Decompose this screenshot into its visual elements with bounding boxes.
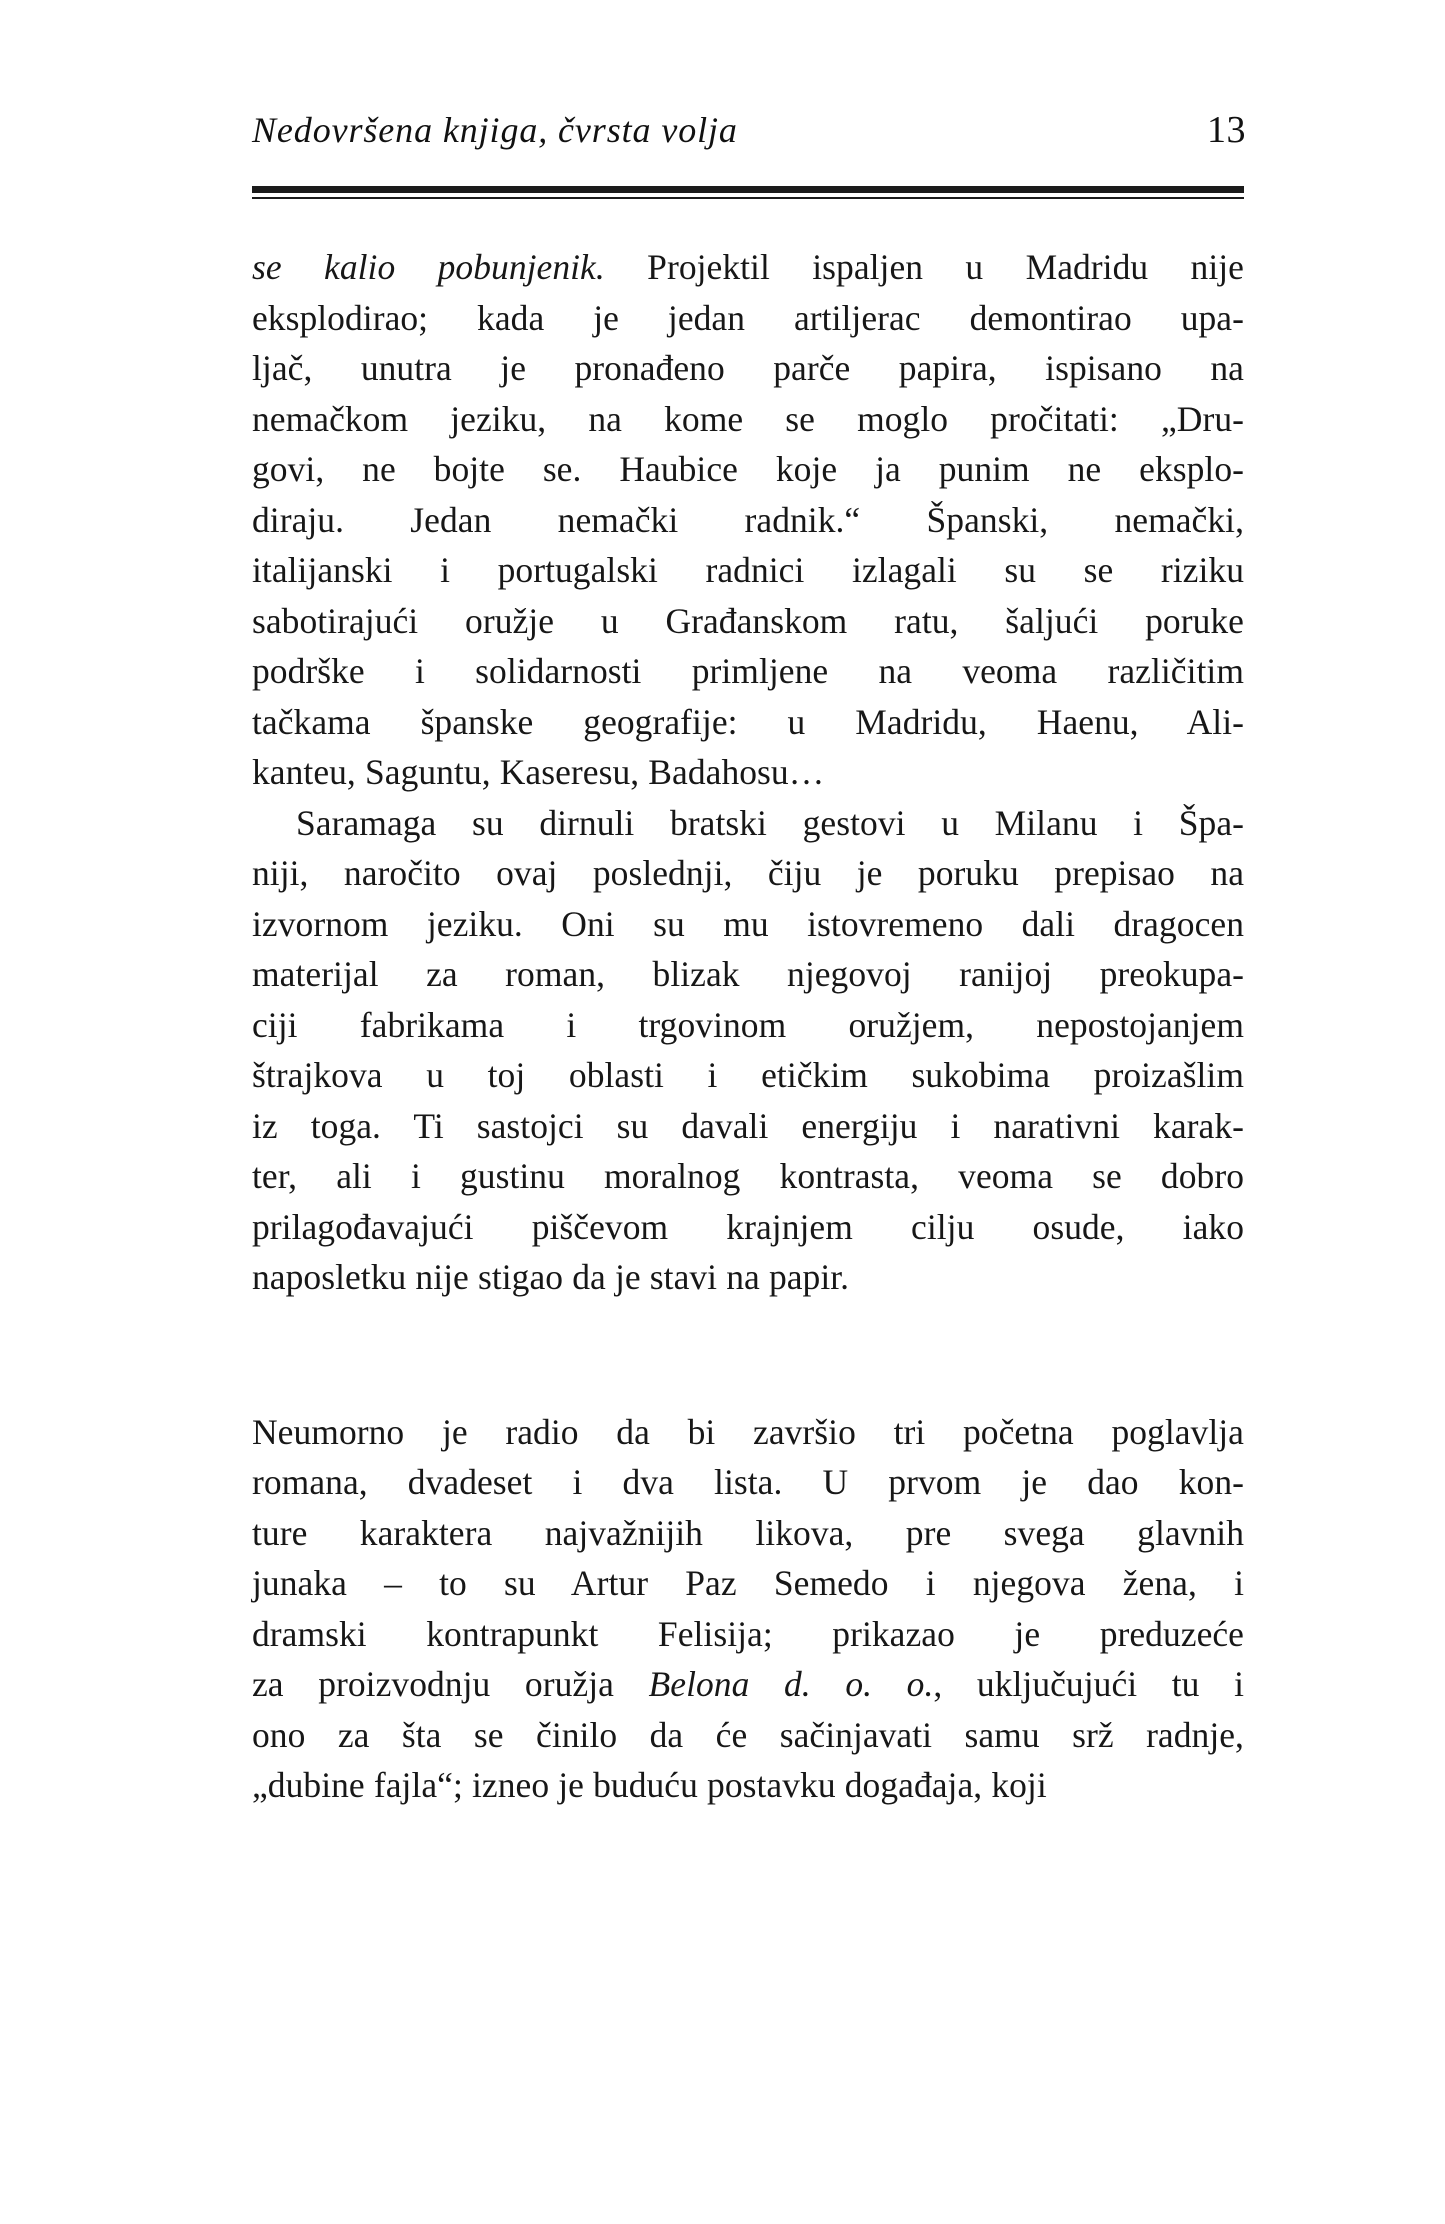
text-line: dramski kontrapunkt Felisija; prikazao je preduzeće xyxy=(252,1613,1244,1654)
text-line: ture karaktera najvažnijih likova, pre svega glavnih xyxy=(252,1512,1244,1553)
text-line: niji, naročito ovaj poslednji, čiju je poruku prepisao na xyxy=(252,853,1244,893)
header-double-rule xyxy=(252,186,1244,199)
paragraph xyxy=(252,798,1244,1303)
italic-run: Belona d. o. o. xyxy=(648,1664,934,1704)
page-number: 13 xyxy=(1207,109,1246,151)
rule-thin xyxy=(252,197,1244,199)
text-line: Saramaga su dirnuli bratski gestovi u Milanu i Špa- xyxy=(296,802,1244,843)
text-line: se kalio pobunjenik. Projektil ispaljen u Madridu nije xyxy=(252,247,1244,287)
text-column xyxy=(252,242,1244,1811)
text-block xyxy=(252,1407,1244,1811)
text-line: izvornom jeziku. Oni su mu istovremeno dali dragocen xyxy=(252,903,1244,944)
text-line: tačkama španske geografije: u Madridu, Haenu, Ali- xyxy=(252,701,1244,742)
text-line: za proizvodnju oružja Belona d. o. o., uključujući tu i xyxy=(252,1664,1244,1704)
text-block xyxy=(252,242,1244,1303)
text-line: materijal za roman, blizak njegovoj ranijoj preokupa- xyxy=(252,954,1244,994)
text-line: podrške i solidarnosti primljene na veoma različitim xyxy=(252,651,1244,691)
text-line: naposletku nije stigao da je stavi na papir. xyxy=(252,1257,850,1297)
block-spacer xyxy=(252,1303,1244,1407)
text-line: „dubine fajla“; izneo je buduću postavku događaja, koji xyxy=(252,1765,1047,1805)
text-line: ciji fabrikama i trgovinom oružjem, nepostojanjem xyxy=(252,1004,1244,1045)
text-line: diraju. Jedan nemački radnik.“ Španski, nemački, xyxy=(252,499,1244,540)
rule-thick xyxy=(252,186,1244,193)
text-line: romana, dvadeset i dva lista. U prvom je dao kon- xyxy=(252,1462,1244,1502)
text-line: štrajkova u toj oblasti i etičkim sukobima proizašlim xyxy=(252,1055,1244,1095)
italic-run: se kalio pobunjenik. xyxy=(252,247,605,287)
text-line: italijanski i portugalski radnici izlagali su se riziku xyxy=(252,550,1244,590)
text-line: eksplodirao; kada je jedan artiljerac demontirao upa- xyxy=(252,297,1244,338)
text-line: ljač, unutra je pronađeno parče papira, ispisano na xyxy=(252,348,1244,388)
text-line: iz toga. Ti sastojci su davali energiju i narativni karak- xyxy=(252,1105,1244,1146)
text-line: prilagođavajući piščevom krajnjem cilju osude, iako xyxy=(252,1206,1244,1247)
running-title: Nedovršena knjiga, čvrsta volja xyxy=(252,110,738,150)
text-line: junaka – to su Artur Paz Semedo i njegova žena, i xyxy=(252,1563,1244,1603)
paragraph xyxy=(252,1407,1244,1811)
text-line: kanteu, Saguntu, Kaseresu, Badahosu… xyxy=(252,752,825,792)
text-line: nemačkom jeziku, na kome se moglo pročitati: „Dru- xyxy=(252,398,1244,439)
text-line: ter, ali i gustinu moralnog kontrasta, veoma se dobro xyxy=(252,1156,1244,1196)
paragraph xyxy=(252,242,1244,798)
text-line: Neumorno je radio da bi završio tri početna poglavlja xyxy=(252,1411,1244,1452)
running-head xyxy=(252,108,1252,170)
text-line: govi, ne bojte se. Haubice koje ja punim ne eksplo- xyxy=(252,449,1244,489)
text-line: ono za šta se činilo da će sačinjavati samu srž radnje, xyxy=(252,1714,1244,1755)
text-line: sabotirajući oružje u Građanskom ratu, šaljući poruke xyxy=(252,600,1244,641)
